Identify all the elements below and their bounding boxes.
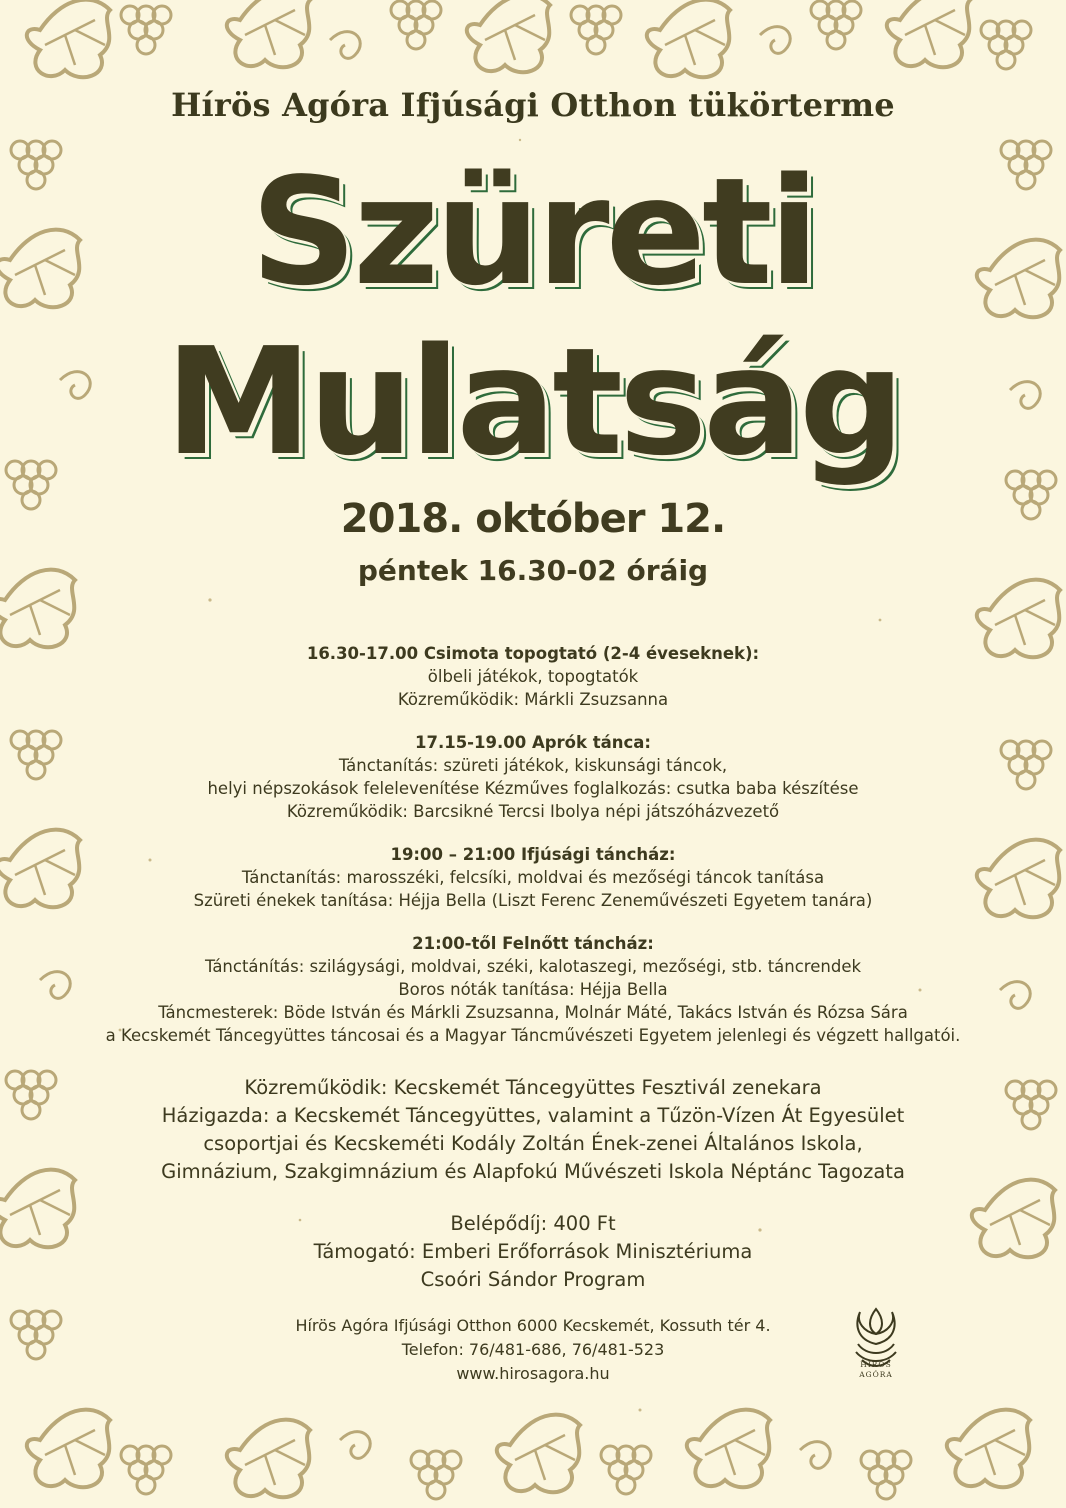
- program-block: [0, 932, 1066, 1047]
- program-line: ölbeli játékok, topogtatók: [427, 667, 639, 686]
- logo-text: AGÓRA: [859, 1370, 893, 1379]
- program-line: Boros nóták tanítása: Héjja Bella: [398, 980, 668, 999]
- venue-title: Hírös Agóra Ifjúsági Otthon tükörterme: [171, 86, 895, 124]
- program-line: Közreműködik: Barcsikné Tercsi Ibolya népi játszóházvezető: [286, 802, 780, 821]
- program-heading: 17.15-19.00 Aprók tánca:: [414, 733, 652, 752]
- program-heading: 19:00 – 21:00 Ifjúsági táncház:: [390, 845, 676, 864]
- logo-text: HÍRÖS: [860, 1360, 892, 1369]
- program-line: a Kecskemét Táncegyüttes táncosai és a Magyar Táncművészeti Egyetem jelenlegi és végzett hallgatói.: [105, 1026, 961, 1045]
- event-time: péntek 16.30-02 óráig: [357, 554, 709, 587]
- credits-line: Gimnázium, Szakgimnázium és Alapfokú Művészeti Iskola Néptánc Tagozata: [161, 1160, 905, 1183]
- program-line: Tánctánítás: szilágysági, moldvai, széki, kalotaszegi, mezőségi, stb. táncrendek: [204, 957, 862, 976]
- program-line: Tánctanítás: marosszéki, felcsíki, moldvai és mezőségi táncok tanítása: [241, 868, 825, 887]
- program-block: [0, 731, 1066, 823]
- sponsor: Támogató: Emberi Erőforrások Minisztériuma: [313, 1240, 753, 1263]
- program-line: helyi népszokások felelevenítése Kézműves foglalkozás: csutka baba készítése: [207, 779, 859, 798]
- credits-line: csoportjai és Kecskeméti Kodály Zoltán Ének-zenei Általános Iskola,: [203, 1132, 863, 1155]
- program-line: Közreműködik: Márkli Zsuzsanna: [397, 690, 669, 709]
- program-line: Szüreti énekek tanítása: Héjja Bella (Liszt Ferenc Zeneművészeti Egyetem tanára): [193, 891, 873, 910]
- event-title-line2: Mulatság: [165, 316, 901, 488]
- credits: [0, 1074, 1066, 1186]
- event-title-line1: Szüreti: [250, 146, 816, 318]
- contact-phone: Telefon: 76/481-686, 76/481-523: [401, 1340, 665, 1359]
- program-block: [0, 642, 1066, 711]
- program-line: Tánctanítás: szüreti játékok, kiskunsági táncok,: [338, 756, 728, 775]
- credits-line: Házigazda: a Kecskemét Táncegyüttes, valamint a Tűzön-Vízen Át Egyesület: [161, 1104, 905, 1127]
- sponsor-program: Csoóri Sándor Program: [420, 1268, 646, 1291]
- credits-line: Közreműködik: Kecskemét Táncegyüttes Fesztivál zenekara: [244, 1076, 822, 1099]
- program-heading: 21:00-től Felnőtt táncház:: [412, 934, 654, 953]
- contact-info: [0, 1314, 1066, 1386]
- program-heading: 16.30-17.00 Csimota topogtató (2-4 éveseknek):: [306, 644, 760, 663]
- event-date: 2018. október 12.: [340, 496, 726, 542]
- entry-info: [0, 1210, 1066, 1294]
- entry-fee: Belépődíj: 400 Ft: [450, 1212, 616, 1235]
- program-block: [0, 843, 1066, 912]
- program-line: Táncmesterek: Böde István és Márkli Zsuzsanna, Molnár Máté, Takács István és Rózsa Sára: [158, 1003, 908, 1022]
- contact-website[interactable]: www.hirosagora.hu: [456, 1364, 610, 1383]
- program-list: [0, 642, 1066, 1067]
- contact-address: Hírös Agóra Ifjúsági Otthon 6000 Kecskemét, Kossuth tér 4.: [295, 1316, 771, 1335]
